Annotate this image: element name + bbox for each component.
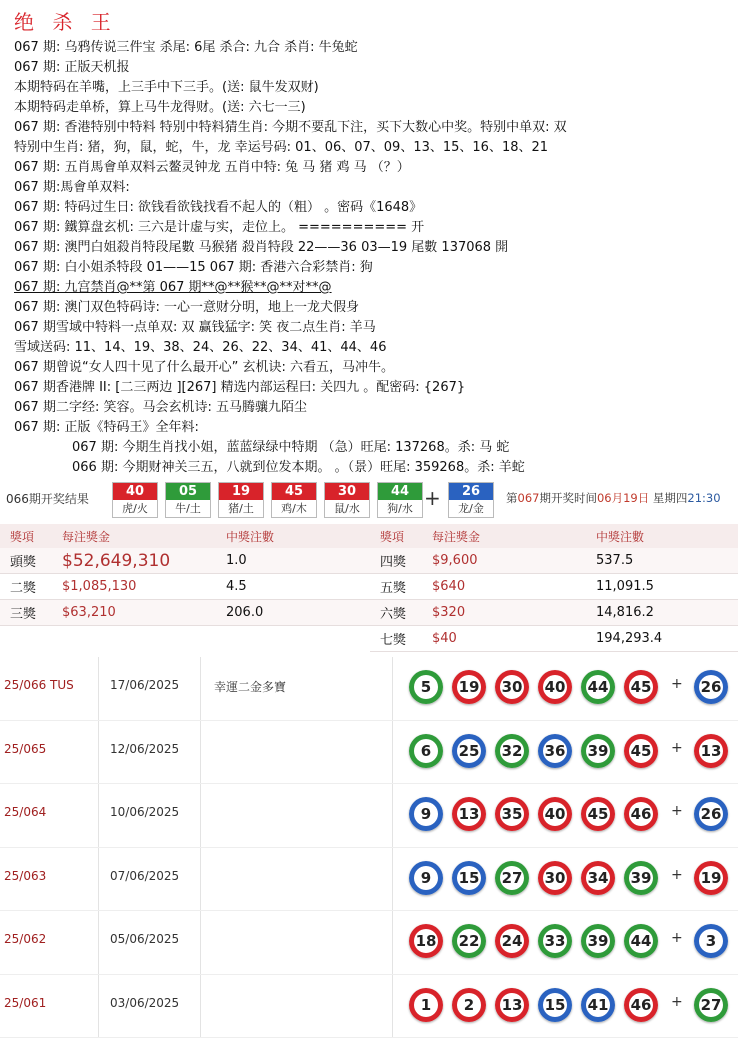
prize-count: 206.0 [216,600,372,626]
prediction-line: 特别中生肖: 猪，狗，鼠，蛇，牛，龙 幸运号码: 01、06、07、09、13、15、16、18、21 [14,138,729,158]
prediction-line: 067 期: 澳门双色特码诗: 一心一意财分明，地上一龙犬假身 [14,298,729,318]
prediction-line: 067 期: 五肖馬會单双料云鳌灵钟龙 五肖中特: 兔 马 猪 鸡 马 （？） [14,158,729,178]
prediction-line: 067 期: 正版天机报 [14,58,729,78]
prize-amount: $40 [422,626,586,652]
prediction-line: 067 期: 乌鸦传说三件宝 杀尾: 6尾 杀合: 九合 杀肖: 牛兔蛇 [14,38,729,58]
prize-name: 三獎 [0,600,52,626]
prediction-line: 067 期: 香港特别中特料 特别中特料猜生肖: 今期不要乱下注，买下大数心中奖。特别中单双: 双 [14,118,729,138]
lottery-ball: 46 [624,797,658,831]
prize-name: 頭獎 [0,548,52,574]
result-ball [165,482,211,518]
draw-note: 幸運二金多寶 [214,678,286,695]
draw-issue: 25/063 [4,869,46,883]
lottery-ball: 44 [624,924,658,958]
lottery-ball: 27 [495,861,529,895]
lottery-ball: 45 [624,734,658,768]
lottery-ball: 2 [452,988,486,1022]
lottery-ball: 45 [581,797,615,831]
ball-number: 26 [449,483,493,500]
prize-row [370,600,738,626]
lottery-ball: 34 [581,861,615,895]
column-divider [392,657,393,720]
page-title: 绝 杀 王 [14,6,117,35]
prediction-line: 067 期: 正版《特码王》全年料: [14,418,729,438]
lottery-ball: 13 [495,988,529,1022]
ball-zodiac: 狗/水 [378,500,422,517]
prediction-line: 067 期: 今期生肖找小姐，蓝蓝绿绿中特期 （急）旺尾: 137268。杀: 马 蛇 [14,438,729,458]
history-row [0,975,738,1038]
lottery-ball: 19 [452,670,486,704]
header-amount: 每注獎金 [52,524,216,548]
prize-name: 六獎 [370,600,422,626]
lottery-ball: 41 [581,988,615,1022]
prize-count: 194,293.4 [586,626,738,652]
lottery-ball: 40 [538,670,572,704]
prediction-line: 本期特码走单桥，算上马牛龙得财。(送: 六七一三) [14,98,729,118]
lottery-ball: 39 [624,861,658,895]
column-divider [98,784,99,847]
prize-row [0,600,372,626]
plus-sign: + [671,676,683,692]
ball-number: 05 [166,483,210,500]
prize-amount: $9,600 [422,548,586,574]
result-ball [271,482,317,518]
plus-sign: + [671,803,683,819]
prize-count: 11,091.5 [586,574,738,600]
prize-row [370,626,738,652]
prediction-line: 067 期雪域中特料一点单双: 双 赢钱猛字: 笑 夜二点生肖: 羊马 [14,318,729,338]
prediction-line: 067 期: 特码过生日: 欲钱看欲钱找看不起人的（粗） 。密码《1648》 [14,198,729,218]
history-row [0,721,738,785]
prize-name: 二獎 [0,574,52,600]
prize-name: 七獎 [370,626,422,652]
prediction-lines [14,38,729,478]
prediction-line: 066 期: 今期财神关三五，八就到位发本期。 。（景）旺尾: 359268。杀: 羊蛇 [14,458,729,478]
prize-amount: $52,649,310 [52,548,216,574]
lottery-ball: 44 [581,670,615,704]
ball-zodiac: 猪/土 [219,500,263,517]
lottery-ball: 45 [624,670,658,704]
prize-row [0,574,372,600]
prize-table [0,524,738,654]
prediction-line: 067 期: 鐵算盘玄机: 三六是计虚与实，走位上。 ========== 开 [14,218,729,238]
ball-number: 45 [272,483,316,500]
plus-sign: + [671,930,683,946]
ball-zodiac: 鸡/木 [272,500,316,517]
column-divider [98,911,99,974]
lottery-ball: 15 [538,988,572,1022]
prize-row [370,574,738,600]
lottery-ball: 40 [538,797,572,831]
column-divider [392,911,393,974]
history-row [0,911,738,975]
lottery-ball: 32 [495,734,529,768]
lottery-ball: 24 [495,924,529,958]
lottery-ball: 30 [538,861,572,895]
history-row [0,784,738,848]
prize-row [0,548,372,574]
prediction-line: 067 期二字经: 笑容。马会玄机诗: 五马腾骧九陌尘 [14,398,729,418]
prediction-line: 本期特码在羊嘴，上三手中下三手。(送: 鼠牛发双财) [14,78,729,98]
prediction-line: 067 期: 澳門白姐殺肖特段尾數 马猴猪 殺肖特段 22——36 03—19 尾數 137068 開 [14,238,729,258]
special-lottery-ball: 26 [694,670,728,704]
ball-zodiac: 牛/土 [166,500,210,517]
draw-issue: 25/061 [4,996,46,1010]
special-ball [448,482,494,518]
prize-count: 537.5 [586,548,738,574]
ball-zodiac: 虎/火 [113,500,157,517]
prize-table-left [0,524,372,626]
prize-table-right [370,524,738,652]
plus-sign: + [671,867,683,883]
prize-amount: $1,085,130 [52,574,216,600]
prize-amount: $63,210 [52,600,216,626]
draw-history [0,657,738,1038]
header-prize: 獎項 [370,524,422,548]
lottery-ball: 36 [538,734,572,768]
draw-date: 05/06/2025 [110,932,179,946]
lottery-ball: 15 [452,861,486,895]
prediction-line: 067 期: 九宫禁肖@**第 067 期**@**猴**@**对**@ [14,278,729,298]
draw-issue: 25/066 TUS [4,678,74,692]
plus-sign: + [671,740,683,756]
result-label: 066期开奖结果 [6,490,89,507]
lottery-ball: 1 [409,988,443,1022]
lottery-ball: 39 [581,734,615,768]
draw-date: 03/06/2025 [110,996,179,1010]
column-divider [200,657,201,720]
lottery-ball: 30 [495,670,529,704]
lottery-ball: 18 [409,924,443,958]
lottery-ball: 39 [581,924,615,958]
special-lottery-ball: 19 [694,861,728,895]
lottery-ball: 6 [409,734,443,768]
lottery-ball: 5 [409,670,443,704]
result-ball [324,482,370,518]
draw-date: 12/06/2025 [110,742,179,756]
ball-zodiac: 鼠/水 [325,500,369,517]
prize-count: 4.5 [216,574,372,600]
plus-sign: + [671,994,683,1010]
prediction-line: 雪域送码: 11、14、19、38、24、26、22、34、41、44、46 [14,338,729,358]
header-count: 中獎注數 [586,524,738,548]
prediction-line: 067 期曾说“女人四十见了什么最开心” 玄机诀: 六看五，马冲牛。 [14,358,729,378]
draw-date: 17/06/2025 [110,678,179,692]
lottery-ball: 25 [452,734,486,768]
prize-name: 五獎 [370,574,422,600]
special-lottery-ball: 3 [694,924,728,958]
column-divider [392,975,393,1038]
column-divider [200,721,201,784]
column-divider [200,848,201,911]
prize-amount: $320 [422,600,586,626]
column-divider [200,911,201,974]
result-ball [218,482,264,518]
result-ball [112,482,158,518]
prize-row [370,548,738,574]
special-lottery-ball: 26 [694,797,728,831]
header-amount: 每注獎金 [422,524,586,548]
column-divider [98,721,99,784]
draw-issue: 25/062 [4,932,46,946]
draw-date: 10/06/2025 [110,805,179,819]
column-divider [200,784,201,847]
result-bar [0,480,738,518]
result-ball [377,482,423,518]
header-count: 中獎注數 [216,524,372,548]
lottery-ball: 9 [409,861,443,895]
lottery-ball: 13 [452,797,486,831]
ball-number: 30 [325,483,369,500]
lottery-ball: 46 [624,988,658,1022]
column-divider [98,975,99,1038]
history-row [0,848,738,912]
history-row [0,657,738,721]
prediction-line: 067 期香港牌 II: [二三两边 ][267] 精选内部运程曰: 关四九 。配密码: {267} [14,378,729,398]
plus-sign: + [424,486,441,510]
column-divider [392,848,393,911]
ball-number: 40 [113,483,157,500]
prediction-line: 067 期:馬會单双料: [14,178,729,198]
special-lottery-ball: 27 [694,988,728,1022]
header-prize: 獎項 [0,524,52,548]
column-divider [392,721,393,784]
column-divider [98,657,99,720]
ball-zodiac: 龙/金 [449,500,493,517]
column-divider [392,784,393,847]
draw-date: 07/06/2025 [110,869,179,883]
prize-count: 1.0 [216,548,372,574]
column-divider [200,975,201,1038]
ball-number: 44 [378,483,422,500]
prize-amount: $640 [422,574,586,600]
prize-name: 四獎 [370,548,422,574]
prediction-line: 067 期: 白小姐杀特段 01——15 067 期: 香港六合彩禁肖: 狗 [14,258,729,278]
lottery-ball: 35 [495,797,529,831]
prediction-panel [0,0,738,480]
special-lottery-ball: 13 [694,734,728,768]
lottery-ball: 33 [538,924,572,958]
draw-info: 第067期开奖时间06月19日 星期四21:30 [506,490,721,506]
draw-issue: 25/065 [4,742,46,756]
lottery-ball: 9 [409,797,443,831]
lottery-ball: 22 [452,924,486,958]
column-divider [98,848,99,911]
draw-issue: 25/064 [4,805,46,819]
prize-count: 14,816.2 [586,600,738,626]
ball-number: 19 [219,483,263,500]
